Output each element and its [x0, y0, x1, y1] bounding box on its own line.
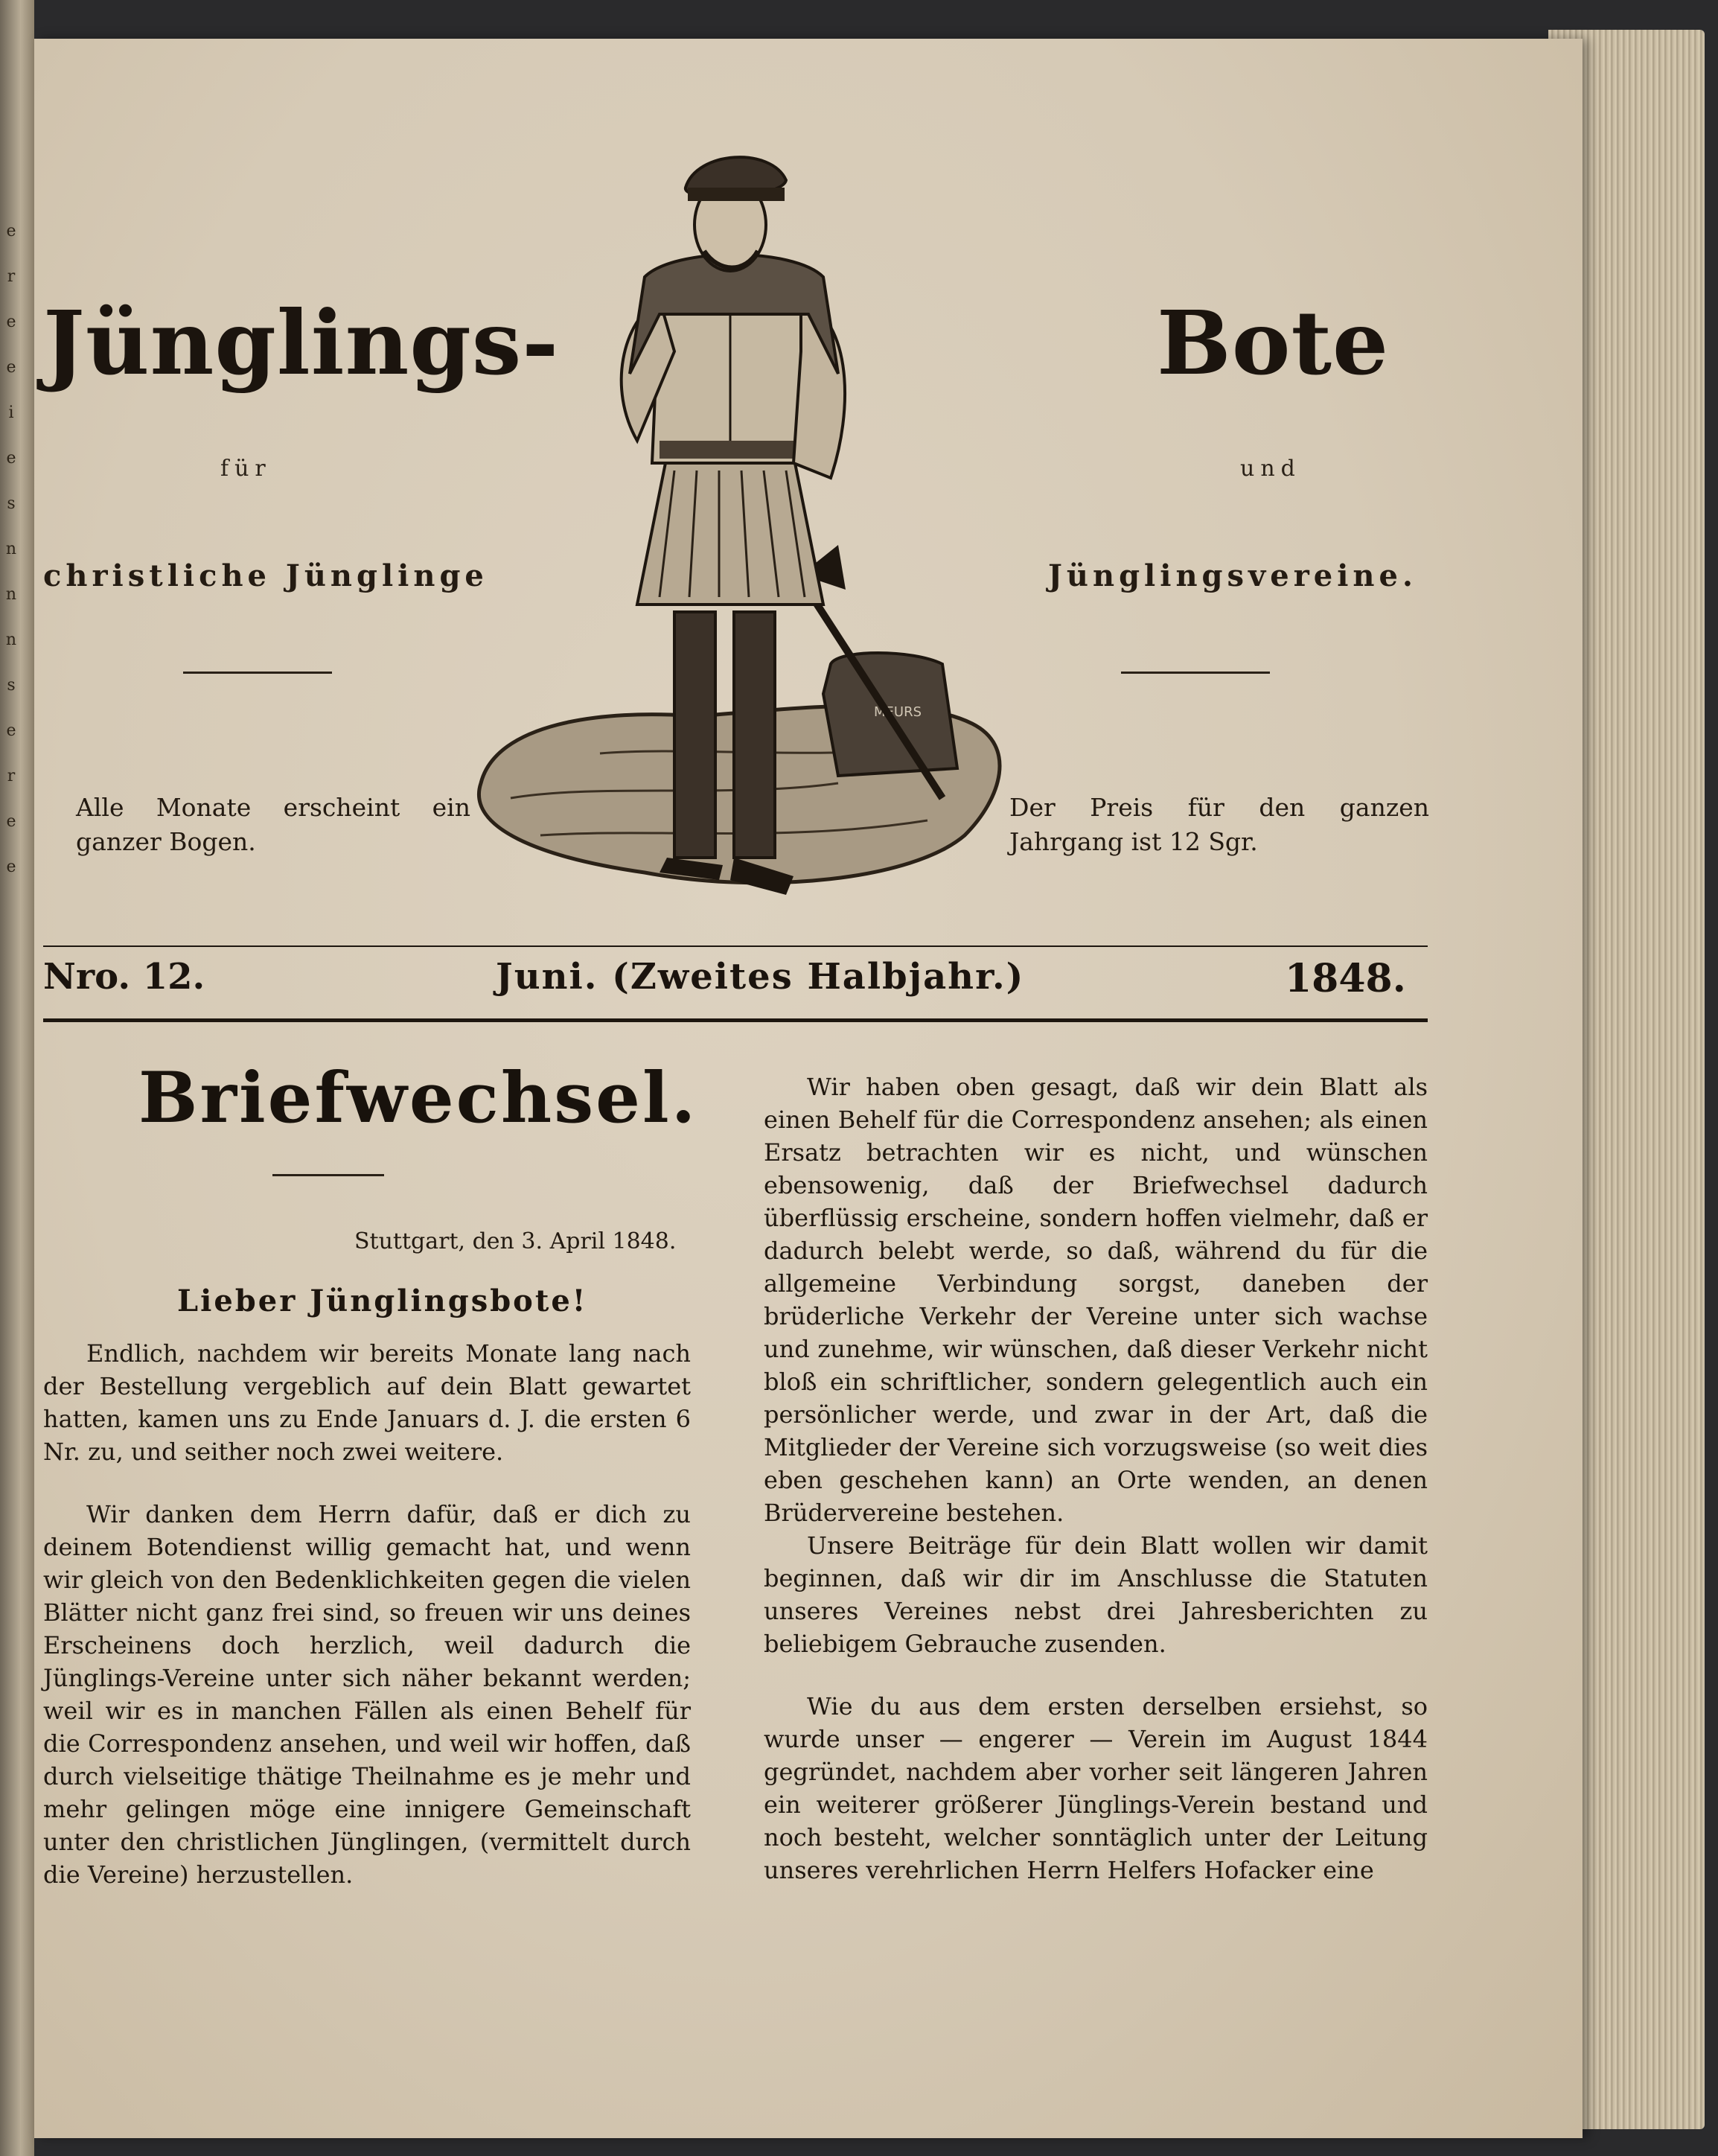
facing-page-letter: e — [6, 222, 16, 240]
masthead-title-left: Jünglings- — [43, 291, 560, 395]
facing-page-letter: n — [5, 540, 17, 558]
newspaper-page — [34, 39, 1583, 2138]
issue-month: Juni. (Zweites Halbjahr.) — [496, 956, 1025, 998]
right-column-text — [764, 1071, 1428, 1886]
issue-number: Nro. 12. — [43, 956, 205, 998]
facing-page-letter: s — [7, 494, 16, 513]
stone-inscription: MEURS — [873, 704, 922, 720]
masthead-und: und — [1240, 456, 1301, 482]
right-paragraph-1: Wir haben oben gesagt, daß wir dein Blatt als einen Behelf für die Correspondenz ansehen; als einen Ersatz betrachten wir es nicht, und wünschen ebensowenig, daß der Briefwechsel dadurch überflüssig erscheine, sondern hoffen vielmehr, daß er dadurch belebt werde, so daß, während du für die allgemeine Verbindung sorgst, daneben der brüderliche Verkehr der Vereine unter sich wachse und zunehme, wir wünschen, daß dieser Verkehr nicht bloß ein schriftlicher, sondern gelegentlich auch ein persönlicher werde, und zwar in der Art, daß die Mitglieder der Vereine sich vorzugsweise (so weit dies eben geschehen kann) an Orte wenden, an denen Brüdervereine bestehen. — [764, 1073, 1428, 1527]
section-title: Briefwechsel. — [138, 1057, 698, 1139]
facing-page-letter: e — [6, 449, 16, 468]
left-paragraph-2: Wir danken dem Herrn dafür, daß er dich zu deinem Botendienst willig gemacht hat, und wenn wir gleich von den Bedenklichkeiten gegen die vielen Blätter nicht ganz frei sind, so freuen wir uns deines Erscheinens doch herzlich, weil dadurch die Jünglings-Vereine unter sich näher bekannt werden; weil wir es in manchen Fällen als einen Behelf für die Correspondenz ansehen, und weil wir hoffen, daß durch vielseitige thätige Theilnahme es je mehr und mehr gelingen möge eine innigere Gemeinschaft unter den christlichen Jünglingen, (vermittelt durch die Vereine) herzustellen. — [43, 1500, 691, 1889]
facing-page-letter: e — [6, 858, 16, 876]
facing-page-letter: i — [8, 404, 14, 422]
dateline: Stuttgart, den 3. April 1848. — [354, 1228, 677, 1254]
right-paragraph-3: Wie du aus dem ersten derselben ersiehst, so wurde unser — engerer — Verein im August 1844 gegründet, nachdem aber vorher seit längeren Jahren ein weiterer größerer Jünglings-Verein bestand und noch besteht, welcher sonntäglich unter der Leitung unseres verehrlichen Herrn Helfers Hofacker eine — [764, 1692, 1428, 1884]
left-paragraph-1: Endlich, nachdem wir bereits Monate lang nach der Bestellung vergeblich auf dein Blatt gewartet hatten, kamen uns zu Ende Januars d. J. die ersten 6 Nr. zu, und seither noch zwei weitere. — [43, 1339, 691, 1466]
facing-page-letter: r — [7, 267, 16, 286]
masthead-rule-left — [183, 672, 332, 674]
facing-page-letter: r — [7, 767, 16, 785]
masthead-title-right: Bote — [1157, 291, 1390, 395]
facing-page-letter: e — [6, 313, 16, 331]
woodcut-illustration — [451, 128, 1032, 947]
masthead-rule-right — [1121, 672, 1270, 674]
salutation: Lieber Jünglingsbote! — [177, 1283, 588, 1318]
facing-page-letter: n — [5, 585, 17, 604]
masthead-info-right: Der Preis für den ganzen Jahrgang ist 12 Sgr. — [1009, 793, 1429, 856]
masthead-fuer: für — [220, 456, 272, 482]
facing-page-letters — [1, 208, 21, 890]
facing-page-letter: s — [7, 676, 16, 695]
facing-page-letter: n — [5, 631, 17, 649]
issue-year: 1848. — [1285, 956, 1406, 1001]
masthead-audience-right: Jünglingsvereine. — [1048, 558, 1417, 593]
facing-page-letter: e — [6, 721, 16, 740]
section-title-rule — [272, 1174, 384, 1176]
facing-page-letter: e — [6, 358, 16, 377]
masthead-audience-left: christliche Jünglinge — [43, 558, 488, 593]
masthead-info-left: Alle Monate erscheint ein ganzer Bogen. — [76, 793, 470, 856]
facing-page-letter: e — [6, 812, 16, 831]
facing-page-edge — [0, 0, 34, 2156]
issue-bar-bottom-rule — [43, 1018, 1428, 1022]
left-column-text — [43, 1337, 691, 1891]
issue-bar-top-rule — [43, 945, 1428, 947]
right-paragraph-2: Unsere Beiträge für dein Blatt wollen wir damit beginnen, daß wir dir im Anschlusse die Statuten unseres Vereines nebst drei Jahresberichten zu beliebigem Gebrauche zusenden. — [764, 1531, 1428, 1658]
